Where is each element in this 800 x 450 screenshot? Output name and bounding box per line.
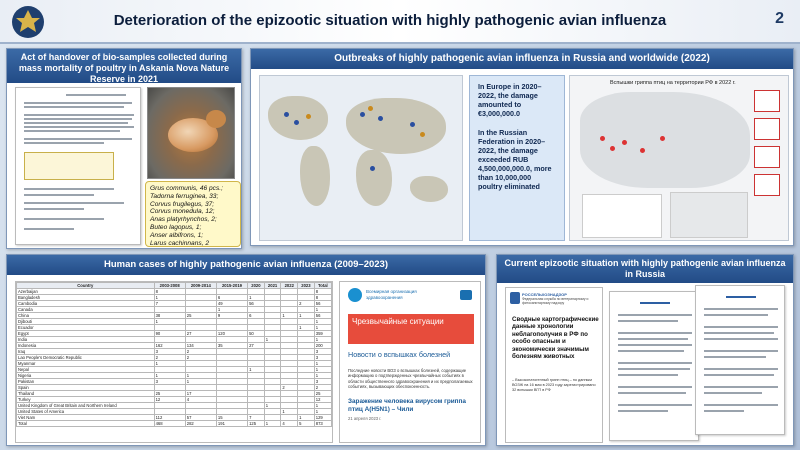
table-cell: Thailand xyxy=(17,391,155,397)
table-cell: Indonesia xyxy=(17,343,155,349)
menu-icon[interactable] xyxy=(460,290,472,300)
russia-map-inset xyxy=(670,192,748,238)
table-cell: Egypt xyxy=(17,331,155,337)
header xyxy=(0,0,800,44)
table-cell: 12 xyxy=(154,397,185,403)
damage-stats xyxy=(469,75,565,241)
species-item: Anser albifrons, 1; xyxy=(150,231,204,239)
table-cell: 2 xyxy=(281,385,298,391)
table-cell: 15 xyxy=(216,415,247,421)
table-cell: 57 xyxy=(185,415,216,421)
rosselkhoznadzor-body: – Высокопатогенный грипп птиц – по данным ВОЗЖ на 16 мая в 2023 году зарегистрировано 32 вспышки ВГП в РФ xyxy=(512,378,596,392)
table-header-cell: Total xyxy=(314,283,331,289)
table-cell: 120 xyxy=(216,331,247,337)
table-cell: Lao People's Democratic Republic xyxy=(17,355,155,361)
table-cell: 6 xyxy=(216,295,247,301)
table-cell: 4 xyxy=(281,421,298,427)
table-cell: 2 xyxy=(314,385,331,391)
table-cell: 5 xyxy=(298,421,315,427)
table-cell: 2 xyxy=(185,355,216,361)
table-cell: 2 xyxy=(185,349,216,355)
table-cell: Djibouti xyxy=(17,319,155,325)
table-cell: 1 xyxy=(264,403,281,409)
table-cell: 56 xyxy=(314,301,331,307)
table-cell: 1 xyxy=(248,295,265,301)
official-document-1 xyxy=(609,291,699,441)
table-cell: 3 xyxy=(154,349,185,355)
russia-map-legend xyxy=(582,194,662,238)
table-cell: 1 xyxy=(314,403,331,409)
rosselkhoznadzor-logo-icon xyxy=(510,292,520,304)
table-cell: 2 xyxy=(154,355,185,361)
table-cell: 6 xyxy=(248,313,265,319)
table-cell: Iraq xyxy=(17,349,155,355)
table-cell: 1 xyxy=(314,373,331,379)
table-cell: 1 xyxy=(314,337,331,343)
table-cell: 1 xyxy=(248,367,265,373)
emblem-icon xyxy=(10,4,46,40)
table-cell: Total xyxy=(17,421,155,427)
table-cell: 25 xyxy=(314,391,331,397)
table-cell: Viet Nam xyxy=(17,415,155,421)
table-cell: 129 xyxy=(314,415,331,421)
stat-europe: In Europe in 2020–2022, the damage amounted to €3,000,000.0 xyxy=(478,82,542,118)
table-cell: 7 xyxy=(248,415,265,421)
table-cell: 1 xyxy=(154,319,185,325)
table-cell: 1 xyxy=(185,379,216,385)
table-cell: 3 xyxy=(314,349,331,355)
table-header-cell: 2009-2014 xyxy=(185,283,216,289)
table-cell: Pakistan xyxy=(17,379,155,385)
outbreaks-panel-title: Outbreaks of highly pathogenic avian influenza in Russia and worldwide (2022) xyxy=(251,49,793,69)
who-description: Последние новости ВОЗ о вспышках болезней, содержащие информацию о подтвержденных чрезвычайных событиях в области общественного здравоохранения и их предполагаемых событиях, вызывающих обеспокоенность. xyxy=(348,368,473,390)
table-header-cell: Country xyxy=(17,283,155,289)
table-cell: 1 xyxy=(154,373,185,379)
table-cell: 3 xyxy=(314,379,331,385)
table-cell: 359 xyxy=(314,331,331,337)
table-cell: 50 xyxy=(248,331,265,337)
who-name: Всемирная организация здравоохранения xyxy=(366,289,417,300)
species-item: Larus cachinnans, 2 xyxy=(150,239,210,247)
table-cell: Cambodia xyxy=(17,301,155,307)
table-cell: 200 xyxy=(314,343,331,349)
table-cell: Ecuador xyxy=(17,325,155,331)
table-cell: 1 xyxy=(185,373,216,379)
table-cell: 1 xyxy=(314,409,331,415)
table-cell: 38 xyxy=(154,313,185,319)
handover-panel xyxy=(6,48,242,249)
species-item: Tadorna ferruginea, 33; xyxy=(150,192,219,200)
table-header-cell: 2020 xyxy=(248,283,265,289)
table-cell: India xyxy=(17,337,155,343)
table-cell: 7 xyxy=(154,301,185,307)
russia-map-title: Вспышки гриппа птиц на территории РФ в 2022 г. xyxy=(610,80,736,86)
who-banner: Чрезвычайные ситуации xyxy=(348,314,474,344)
table-cell: 49 xyxy=(216,301,247,307)
official-document-2 xyxy=(695,285,785,435)
table-cell: 25 xyxy=(185,313,216,319)
russia-map-side-boxes xyxy=(754,90,784,208)
table-cell: Spain xyxy=(17,385,155,391)
table-header-cell: 2023 xyxy=(298,283,315,289)
table-cell: 1 xyxy=(298,415,315,421)
table-cell: 162 xyxy=(154,343,185,349)
table-cell: 468 xyxy=(154,421,185,427)
species-item: Grus communis, 46 pcs.; xyxy=(150,185,223,192)
table-cell: 1 xyxy=(314,367,331,373)
species-item: Anas platyrhynchos, 2; xyxy=(150,216,217,224)
table-cell: 134 xyxy=(185,343,216,349)
table-cell: 12 xyxy=(314,397,331,403)
table-cell: 873 xyxy=(314,421,331,427)
table-cell: 1 xyxy=(314,319,331,325)
table-cell: 1 xyxy=(314,361,331,367)
highlighted-text-box xyxy=(24,152,114,180)
who-subtitle: Новости о вспышках болезней xyxy=(348,350,451,359)
table-cell: 27 xyxy=(248,343,265,349)
table-cell: Bangladesh xyxy=(17,295,155,301)
table-cell: United States of America xyxy=(17,409,155,415)
table-cell: 282 xyxy=(185,421,216,427)
table-cell: Turkey xyxy=(17,397,155,403)
russia-map xyxy=(569,75,789,241)
rosselkhoznadzor-name: РОССЕЛЬХОЗНАДЗОР xyxy=(522,292,567,297)
rosselkhoznadzor-headline: Сводные картографические данные хронологии неблагополучия в РФ по особо опасным и экономически значимым болезням животных xyxy=(512,316,599,361)
species-item: Corvus frugilegus, 37; xyxy=(150,200,215,208)
outbreaks-panel xyxy=(250,48,794,246)
table-cell: 2 xyxy=(298,301,315,307)
rosselkhoznadzor-subtitle: Федеральная служба по ветеринарному и фитосанитарному надзору xyxy=(522,297,589,305)
table-cell: 27 xyxy=(185,331,216,337)
table-cell: United Kingdom of Great Britain and Northern Ireland xyxy=(17,403,155,409)
table-header-cell: 2003-2008 xyxy=(154,283,185,289)
human-cases-table-doc xyxy=(15,281,333,443)
species-list xyxy=(145,181,241,247)
table-cell: 1 xyxy=(281,313,298,319)
table-cell: 3 xyxy=(154,379,185,385)
page-title: Deterioration of the epizootic situation with highly pathogenic avian influenza xyxy=(113,12,667,29)
table-cell: Azerbaijan xyxy=(17,289,155,295)
table-cell: 35 xyxy=(216,343,247,349)
table-cell: 56 xyxy=(248,301,265,307)
human-cases-table xyxy=(16,282,332,427)
table-cell: 9 xyxy=(216,313,247,319)
who-news-headline[interactable]: Заражение человека вирусом гриппа птиц A(H5N1) – Чили xyxy=(348,398,466,413)
table-header-cell: 2021 xyxy=(264,283,281,289)
table-cell: 1 xyxy=(264,337,281,343)
table-cell: 56 xyxy=(314,313,331,319)
table-cell: Myanmar xyxy=(17,361,155,367)
table-cell: 8 xyxy=(154,289,185,295)
table-cell: 1 xyxy=(314,325,331,331)
handover-document xyxy=(15,87,141,245)
current-situation-panel xyxy=(496,254,794,446)
table-cell: 1 xyxy=(298,313,315,319)
who-logo-icon xyxy=(348,288,362,302)
table-header-cell: 2022 xyxy=(281,283,298,289)
table-cell: 4 xyxy=(185,397,216,403)
table-cell: 112 xyxy=(154,415,185,421)
table-header-cell: 2015-2019 xyxy=(216,283,247,289)
human-cases-panel xyxy=(6,254,486,446)
table-cell: China xyxy=(17,313,155,319)
table-cell: 1 xyxy=(264,421,281,427)
dead-bird-photo xyxy=(147,87,235,179)
table-cell: 3 xyxy=(314,355,331,361)
who-news-date: 21 апреля 2023 г. xyxy=(348,416,382,421)
table-cell: 125 xyxy=(248,421,265,427)
page-number: 2 xyxy=(775,10,784,27)
table-cell: 1 xyxy=(154,295,185,301)
handover-panel-title: Act of handover of bio-samples collected during mass mortality of poultry in Askania Nova Nature Reserve in 2021 xyxy=(7,49,241,83)
world-map xyxy=(259,75,463,241)
who-webpage xyxy=(339,281,481,443)
table-cell: 1 xyxy=(154,361,185,367)
rosselkhoznadzor-page xyxy=(505,287,603,443)
human-cases-panel-title: Human cases of highly pathogenic avian influenza (2009–2023) xyxy=(7,255,485,275)
table-cell: Canada xyxy=(17,307,155,313)
stat-russia: In the Russian Federation in 2020–2022, the damage exceeded RUB 4,500,000,000.0, more than 10,000,000 poultry eliminated xyxy=(478,128,552,191)
table-cell: 17 xyxy=(185,391,216,397)
table-cell: 8 xyxy=(314,289,331,295)
table-cell: 1 xyxy=(281,409,298,415)
species-item: Corvus monedula, 12; xyxy=(150,208,215,216)
table-cell: 25 xyxy=(154,391,185,397)
table-cell: 1 xyxy=(298,325,315,331)
table-cell: Nigeria xyxy=(17,373,155,379)
table-cell: 8 xyxy=(314,295,331,301)
table-cell: 191 xyxy=(216,421,247,427)
table-cell: Nepal xyxy=(17,367,155,373)
table-cell: 1 xyxy=(314,307,331,313)
table-cell: 90 xyxy=(154,331,185,337)
table-cell: 1 xyxy=(216,307,247,313)
current-situation-panel-title: Current epizootic situation with highly pathogenic avian influenza in Russia xyxy=(497,255,793,283)
species-item: Buteo lagopus, 1; xyxy=(150,223,202,231)
table-row xyxy=(17,421,332,427)
